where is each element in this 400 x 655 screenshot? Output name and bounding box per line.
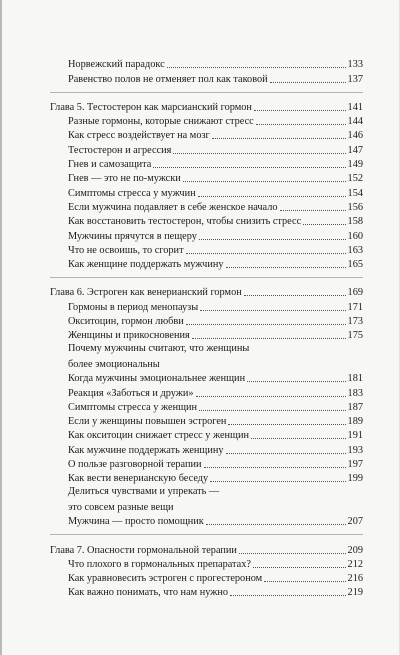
page-number: 219 [347,587,363,599]
entry-title: Как уравновесить эстроген с прогестероном [68,573,263,585]
chapter-title: Глава 6. Эстроген как венерианский гормон [50,287,242,299]
page-number: 209 [347,544,363,556]
entry-title-line: Делиться чувствами и упрекать — [68,486,220,498]
entry-title: Как женщине поддержать мужчину [68,259,224,271]
entry-title: Окситоцин, гормон любви [68,316,184,328]
chapter-title: Глава 5. Тестостерон как марсианский гормон [50,101,252,113]
entry-title: Что плохого в гормональных препаратах? [68,558,251,570]
page-number: 163 [347,244,363,256]
page-number: 141 [347,101,363,113]
entry-title: Как восстановить тестостерон, чтобы снизить стресс [68,216,302,228]
page-number: 160 [347,230,363,242]
toc-entry [50,500,363,514]
chapter-entry [50,542,363,556]
entry-title: Мужчина — просто помощник [68,516,204,528]
page-number: 156 [347,201,363,213]
dot-leader [230,595,346,596]
table-of-contents [50,57,363,599]
page-number: 149 [347,159,363,171]
chapter-title: Глава 7. Опасности гормональной терапии [50,544,237,556]
entry-title: Что не освоишь, то сгорит [68,244,184,256]
dot-leader [253,567,346,568]
entry-title: Женщины и прикосновения [68,330,190,342]
page-number: 199 [347,473,363,485]
entry-title: Равенство полов не отменяет пол как таковой [68,73,268,85]
page-number: 146 [347,130,363,142]
page-number: 169 [347,287,363,299]
page-number: 137 [347,73,363,85]
entry-title: Если у женщины повышен эстроген [68,416,227,428]
entry-title: Симптомы стресса у мужчин [68,187,196,199]
page-edge-shadow [0,0,2,655]
entry-title: Реакция «Заботься и дружи» [68,387,194,399]
entry-title-continued: это совсем разные вещи [68,501,174,513]
toc-entry [50,585,363,599]
page-number [178,0,363,514]
page-number: 147 [347,144,363,156]
entry-title: Тестостерон и агрессия [68,144,172,156]
page-number: 212 [347,558,363,570]
toc-entry [50,557,363,571]
page-number: 197 [347,459,363,471]
entry-title: Норвежский парадокс [68,59,165,71]
entry-title: О пользе разговорной терапии [68,459,202,471]
entry-title-line: Почему мужчины считают, что женщины [68,343,250,355]
page-number: 173 [347,316,363,328]
toc-entry [50,514,363,528]
page-number: 144 [347,116,363,128]
entry-title: Симптомы стресса у женщин [68,401,198,413]
page-number: 152 [347,173,363,185]
page-number: 175 [347,330,363,342]
entry-title: Как мужчине поддержать женщину [68,444,224,456]
entry-title: Как стресс воздействует на мозг [68,130,210,142]
entry-title: Когда мужчины эмоциональнее женщин [68,373,246,385]
entry-title: Гнев и самозащита [68,159,152,171]
page-number: 165 [347,259,363,271]
entry-title: Гормоны в период менопаузы [68,301,199,313]
entry-title: Как важно понимать, что нам нужно [68,587,229,599]
entry-title: Гнев — это не по-мужски [68,173,181,185]
page-number: 216 [347,573,363,585]
page-number: 133 [347,59,363,71]
section-divider [50,534,363,535]
page-number: 171 [347,301,363,313]
dot-leader [264,581,345,582]
page-number: 189 [347,416,363,428]
page-number: 193 [347,444,363,456]
entry-title: Если мужчина подавляет в себе женское начало [68,201,278,213]
page-number: 191 [347,430,363,442]
page-number: 183 [347,387,363,399]
entry-title: Разные гормоны, которые снижают стресс [68,116,254,128]
entry-title: Как окситоцин снижает стресс у женщин [68,430,250,442]
page-number: 207 [347,516,363,528]
entry-title: Как вести венерианскую беседу [68,473,209,485]
page-number: 187 [347,401,363,413]
dot-leader [239,553,346,554]
page-number: 158 [347,216,363,228]
entry-title: Мужчины прячутся в пещеру [68,230,197,242]
dot-leader [206,524,346,525]
entry-title-continued: более эмоциональны [68,358,160,370]
toc-entry [50,571,363,585]
page-number: 154 [347,187,363,199]
page-number: 181 [347,373,363,385]
